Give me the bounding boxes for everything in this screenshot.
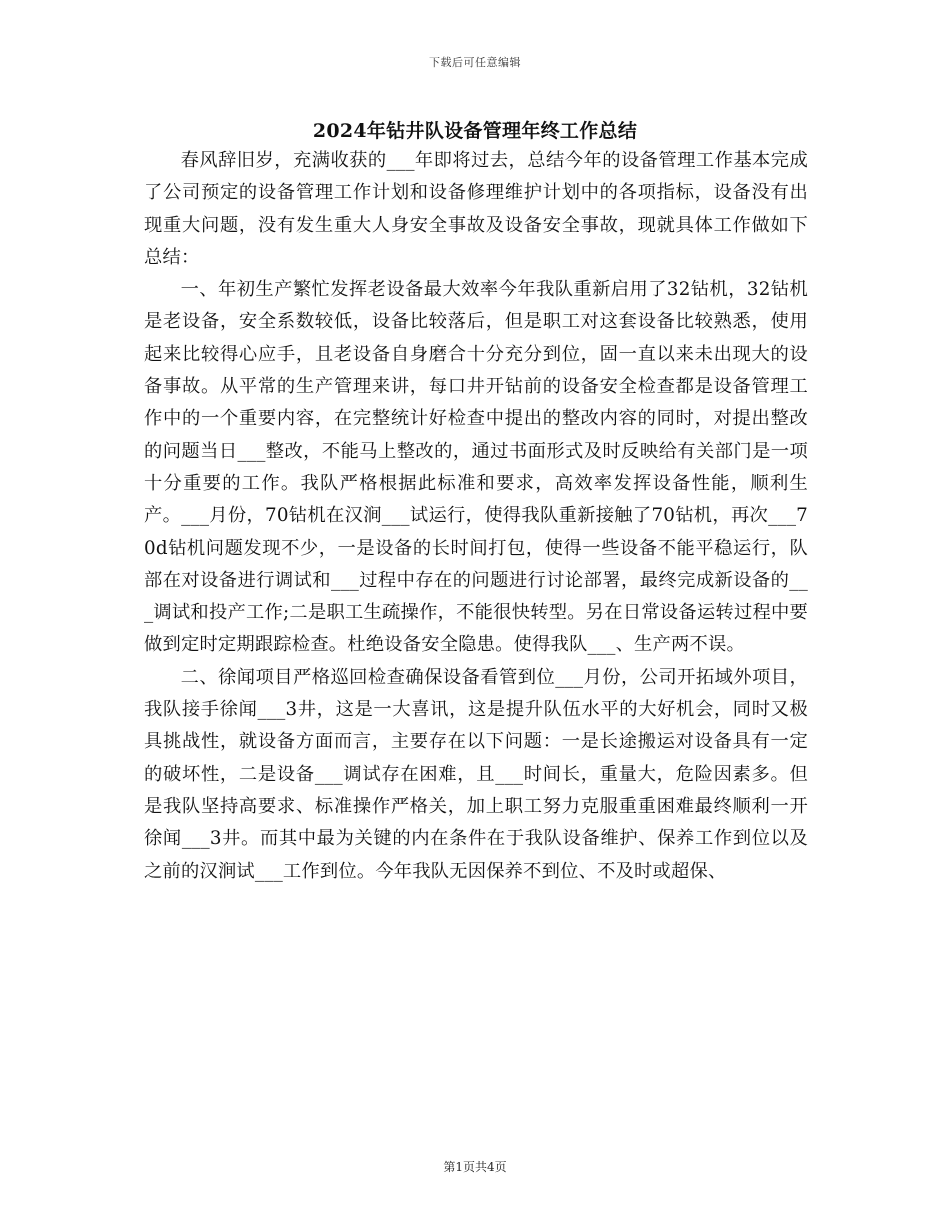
document-title: 2024年钻井队设备管理年终工作总结 [312, 120, 638, 142]
paragraph-section-2: 二、徐闻项目严格巡回检查确保设备看管到位___月份，公司开拓域外项目，我队接手徐闻___3井，这是一大喜讯，这是提升队伍水平的大好机会，同时又极具挑战性，就设备方面而言，主要存在以下问题：一是长途搬运对设备具有一定的破坏性，二是设备___调试存在困难，且___时间长，重量大，危险因素多。但是我队坚持高要求、标准操作严格关，加上职工努力克服重重困难最终顺利一开徐闻___3井。而其中最为关键的内在条件在于我队设备维护、保养工作到位以及之前的汉涧试___工作到位。今年我队无因保养不到位、不及时或超保、 [144, 666, 808, 882]
paragraph-section-1: 一、年初生产繁忙发挥老设备最大效率今年我队重新启用了32钻机，32钻机是老设备，安全系数较低，设备比较落后，但是职工对这套设备比较熟悉，使用起来比较得心应手，且老设备自身磨合十分充分到位，固一直以来未出现大的设备事故。从平常的生产管理来讲，每口井开钻前的设备安全检查都是设备管理工作中的一个重要内容，在完整统计好检查中提出的整改内容的同时，对提出整改的问题当日___整改，不能马上整改的，通过书面形式及时反映给有关部门是一项十分重要的工作。我队严格根据此标准和要求，高效率发挥设备性能，顺利生产。___月份，70钻机在汉涧___试运行，使得我队重新接触了70钻机，再次___70d钻机问题发现不少，一是设备的长时间打包，使得一些设备不能平稳运行，队部在对设备进行调试和___过程中存在的问题进行讨论部署，最终完成新设备的___调试和投产工作;二是职工生疏操作，不能很快转型。另在日常设备运转过程中要做到定时定期跟踪检查。杜绝设备安全隐患。使得我队___、生产两不误。 [144, 279, 808, 656]
paragraph-intro: 春风辞旧岁，充满收获的___年即将过去，总结今年的设备管理工作基本完成了公司预定的设备管理工作计划和设备修理维护计划中的各项指标，设备没有出现重大问题，没有发生重大人身安全事故及设备安全事故，现就具体工作做如下总结： [144, 150, 808, 268]
page-number: 第1页共4页 [443, 1160, 507, 1174]
header-note: 下载后可任意编辑 [429, 56, 521, 69]
document-body [144, 145, 808, 888]
